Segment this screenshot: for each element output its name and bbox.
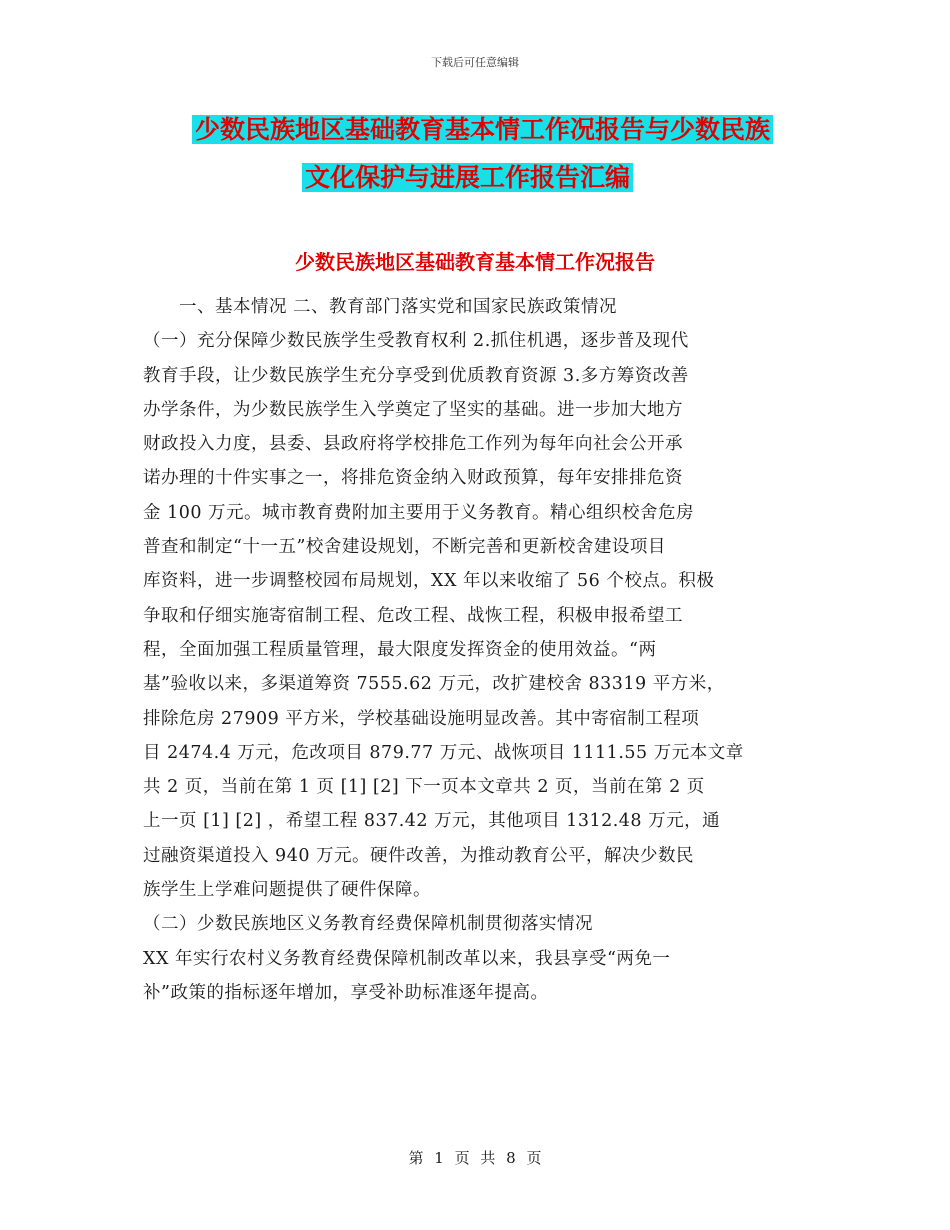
body-line: 诺办理的十件实事之一，将排危资金纳入财政预算，每年安排排危资 bbox=[143, 468, 683, 489]
body-line: 金 100 万元。城市教育费附加主要用于义务教育。精心组织校舍危房 bbox=[143, 502, 695, 523]
body-line: 办学条件，为少数民族学生入学奠定了坚实的基础。进一步加大地方 bbox=[143, 399, 683, 420]
body-line: 排除危房 27909 平方米，学校基础设施明显改善。其中寄宿制工程项 bbox=[143, 708, 700, 729]
body-line: 共 2 页，当前在第 1 页 [1] [2] 下一页本文章共 2 页，当前在第 2 页 bbox=[143, 777, 705, 798]
body-line: 基”验收以来，多渠道筹资 7555.62 万元，改扩建校舍 83319 平方米， bbox=[143, 674, 725, 695]
body-line: 族学生上学难问题提供了硬件保障。 bbox=[143, 880, 431, 901]
body-text bbox=[143, 290, 813, 1010]
body-line: （二）少数民族地区义务教育经费保障机制贯彻落实情况 bbox=[143, 914, 593, 935]
section-title: 少数民族地区基础教育基本情工作况报告 bbox=[295, 250, 655, 274]
title-line-1: 少数民族地区基础教育基本情工作况报告与少数民族 bbox=[192, 115, 773, 144]
title-line-2: 文化保护与进展工作报告汇编 bbox=[302, 163, 633, 192]
document-title bbox=[140, 106, 840, 202]
body-line: 库资料，进一步调整校园布局规划，XX 年以来收缩了 56 个校点。积极 bbox=[143, 571, 715, 592]
body-line: 上一页 [1] [2] ，希望工程 837.42 万元，其他项目 1312.48 万元，通 bbox=[143, 811, 721, 832]
body-line: 普查和制定“十一五”校舍建设规划，不断完善和更新校舍建设项目 bbox=[143, 537, 666, 558]
body-line: XX 年实行农村义务教育经费保障机制改革以来，我县享受“两免一 bbox=[143, 948, 671, 969]
body-line: （一）充分保障少数民族学生受教育权利 2.抓住机遇，逐步普及现代 bbox=[143, 331, 689, 352]
body-line: 财政投入力度，县委、县政府将学校排危工作列为每年向社会公开承 bbox=[143, 434, 683, 455]
body-line: 程，全面加强工程质量管理，最大限度发挥资金的使用效益。“两 bbox=[143, 639, 657, 660]
body-line: 补”政策的指标逐年增加，享受补助标准逐年提高。 bbox=[143, 982, 549, 1003]
body-line: 过融资渠道投入 940 万元。硬件改善，为推动教育公平，解决少数民 bbox=[143, 845, 695, 866]
body-line: 教育手段，让少数民族学生充分享受到优质教育资源 3.多方筹资改善 bbox=[143, 365, 689, 386]
page-number: 第 1 页 共 8 页 bbox=[408, 1149, 542, 1167]
body-line: 一、基本情况 二、教育部门落实党和国家民族政策情况 bbox=[143, 297, 618, 317]
body-line: 争取和仔细实施寄宿制工程、危改工程、战恢工程，积极申报希望工 bbox=[143, 605, 683, 626]
page-header-note: 下载后可任意编辑 bbox=[431, 56, 519, 69]
body-line: 目 2474.4 万元，危改项目 879.77 万元、战恢项目 1111.55 万元本文章 bbox=[143, 742, 744, 763]
